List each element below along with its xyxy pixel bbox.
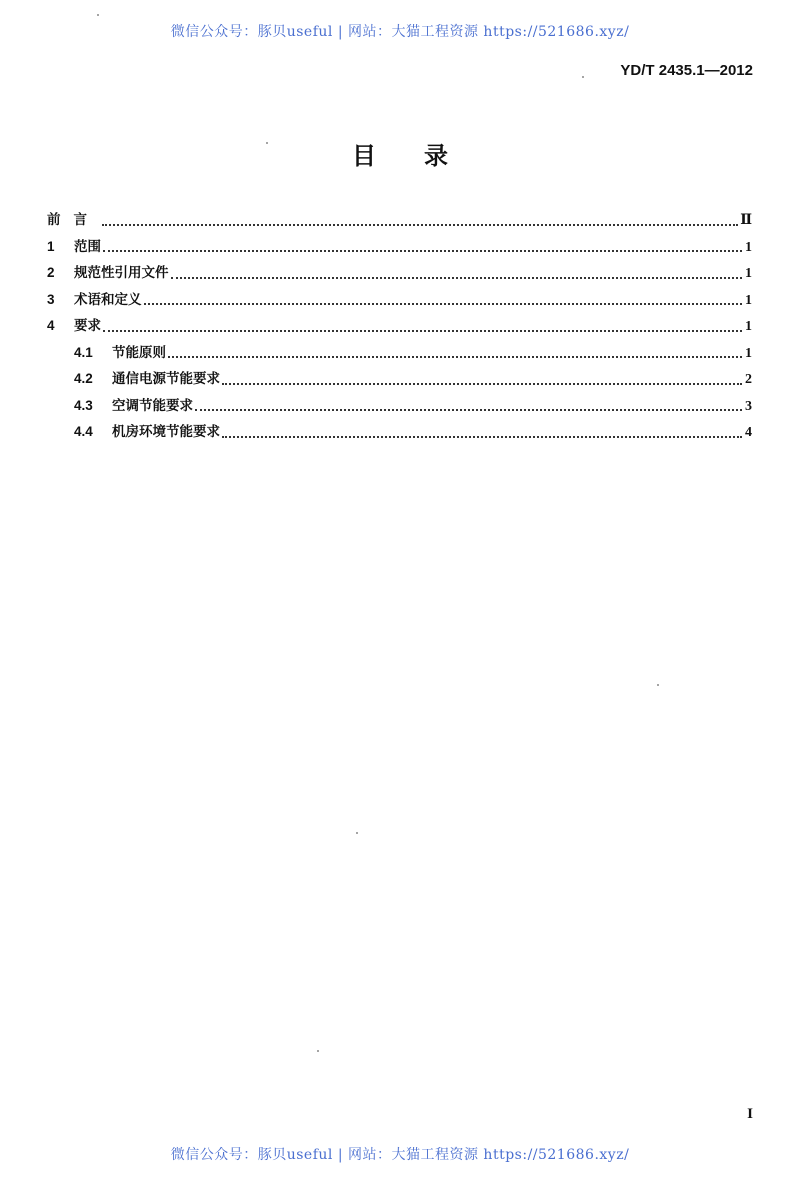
- toc-entry-label: 范围: [74, 238, 101, 255]
- toc-entry-number: 1: [47, 238, 55, 254]
- toc-entry-power-supply-requirements[interactable]: [47, 367, 752, 394]
- toc-entry-label: 节能原则: [112, 344, 166, 361]
- toc-leader-dots: [195, 408, 742, 411]
- toc-entry-label: 规范性引用文件: [74, 265, 169, 281]
- toc-leader-dots: [171, 276, 743, 279]
- toc-entry-scope[interactable]: [47, 235, 752, 262]
- toc-entry-number: 3: [47, 291, 55, 307]
- toc-leader-dots: [222, 382, 742, 385]
- toc-entry-air-conditioning-requirements[interactable]: [47, 394, 752, 421]
- toc-entry-number: 4: [47, 318, 55, 333]
- toc-entry-page: 1: [745, 266, 752, 281]
- watermark-bottom: 微信公众号：豚贝useful | 网站：大猫工程资源 https://521686.xyz/: [170, 1147, 630, 1163]
- toc-entry-label: 机房环境节能要求: [112, 424, 220, 440]
- toc-entry-label: 通信电源节能要求: [112, 371, 220, 387]
- toc-leader-dots: [168, 355, 742, 358]
- toc-entry-number: 4.2: [74, 371, 93, 386]
- scan-speck: [356, 832, 358, 834]
- toc-entry-page: Ⅱ: [740, 213, 752, 228]
- toc-entry-number: 4.3: [74, 397, 93, 413]
- toc-leader-dots: [102, 223, 738, 226]
- standard-number: YD/T 2435.1—2012: [620, 62, 753, 79]
- page-number: I: [747, 1106, 753, 1122]
- toc-entry-requirements[interactable]: [47, 314, 752, 341]
- toc-entry-number: 2: [47, 265, 55, 280]
- toc-leader-dots: [103, 249, 742, 252]
- toc-entry-normative-references[interactable]: [47, 261, 752, 288]
- toc-entry-terms-definitions[interactable]: [47, 288, 752, 315]
- toc-entry-label: 空调节能要求: [112, 397, 193, 414]
- toc-entry-room-environment-requirements[interactable]: [47, 420, 752, 447]
- scan-speck: [657, 684, 659, 686]
- toc-entry-page: 1: [745, 345, 752, 361]
- toc-entry-page: 1: [745, 292, 752, 308]
- scan-speck: [317, 1050, 319, 1052]
- scan-speck: [266, 142, 268, 144]
- toc-entry-label: 要求: [74, 318, 101, 334]
- toc-entry-number: 4.1: [74, 344, 93, 360]
- toc-entry-page: 1: [745, 239, 752, 255]
- toc-entry-page: 4: [745, 425, 752, 440]
- toc-entry-label: 术语和定义: [74, 291, 142, 308]
- toc-entry-number: 4.4: [74, 424, 93, 439]
- toc-leader-dots: [103, 329, 742, 332]
- scan-speck: [97, 14, 99, 16]
- watermark-top: 微信公众号：豚贝useful | 网站：大猫工程资源 https://521686.xyz/: [170, 24, 630, 40]
- toc-entry-page: 2: [745, 372, 752, 387]
- toc-entry-label: 前言: [47, 212, 100, 228]
- toc-entry-page: 1: [745, 319, 752, 334]
- toc-entry-energy-saving-principles[interactable]: [47, 341, 752, 368]
- toc-entry-foreword[interactable]: [47, 208, 752, 235]
- toc-leader-dots: [222, 435, 742, 438]
- scan-speck: [582, 76, 584, 78]
- toc-entry-page: 3: [745, 398, 752, 414]
- table-of-contents: [47, 208, 752, 447]
- toc-leader-dots: [144, 302, 743, 305]
- toc-title: 目录: [352, 142, 496, 170]
